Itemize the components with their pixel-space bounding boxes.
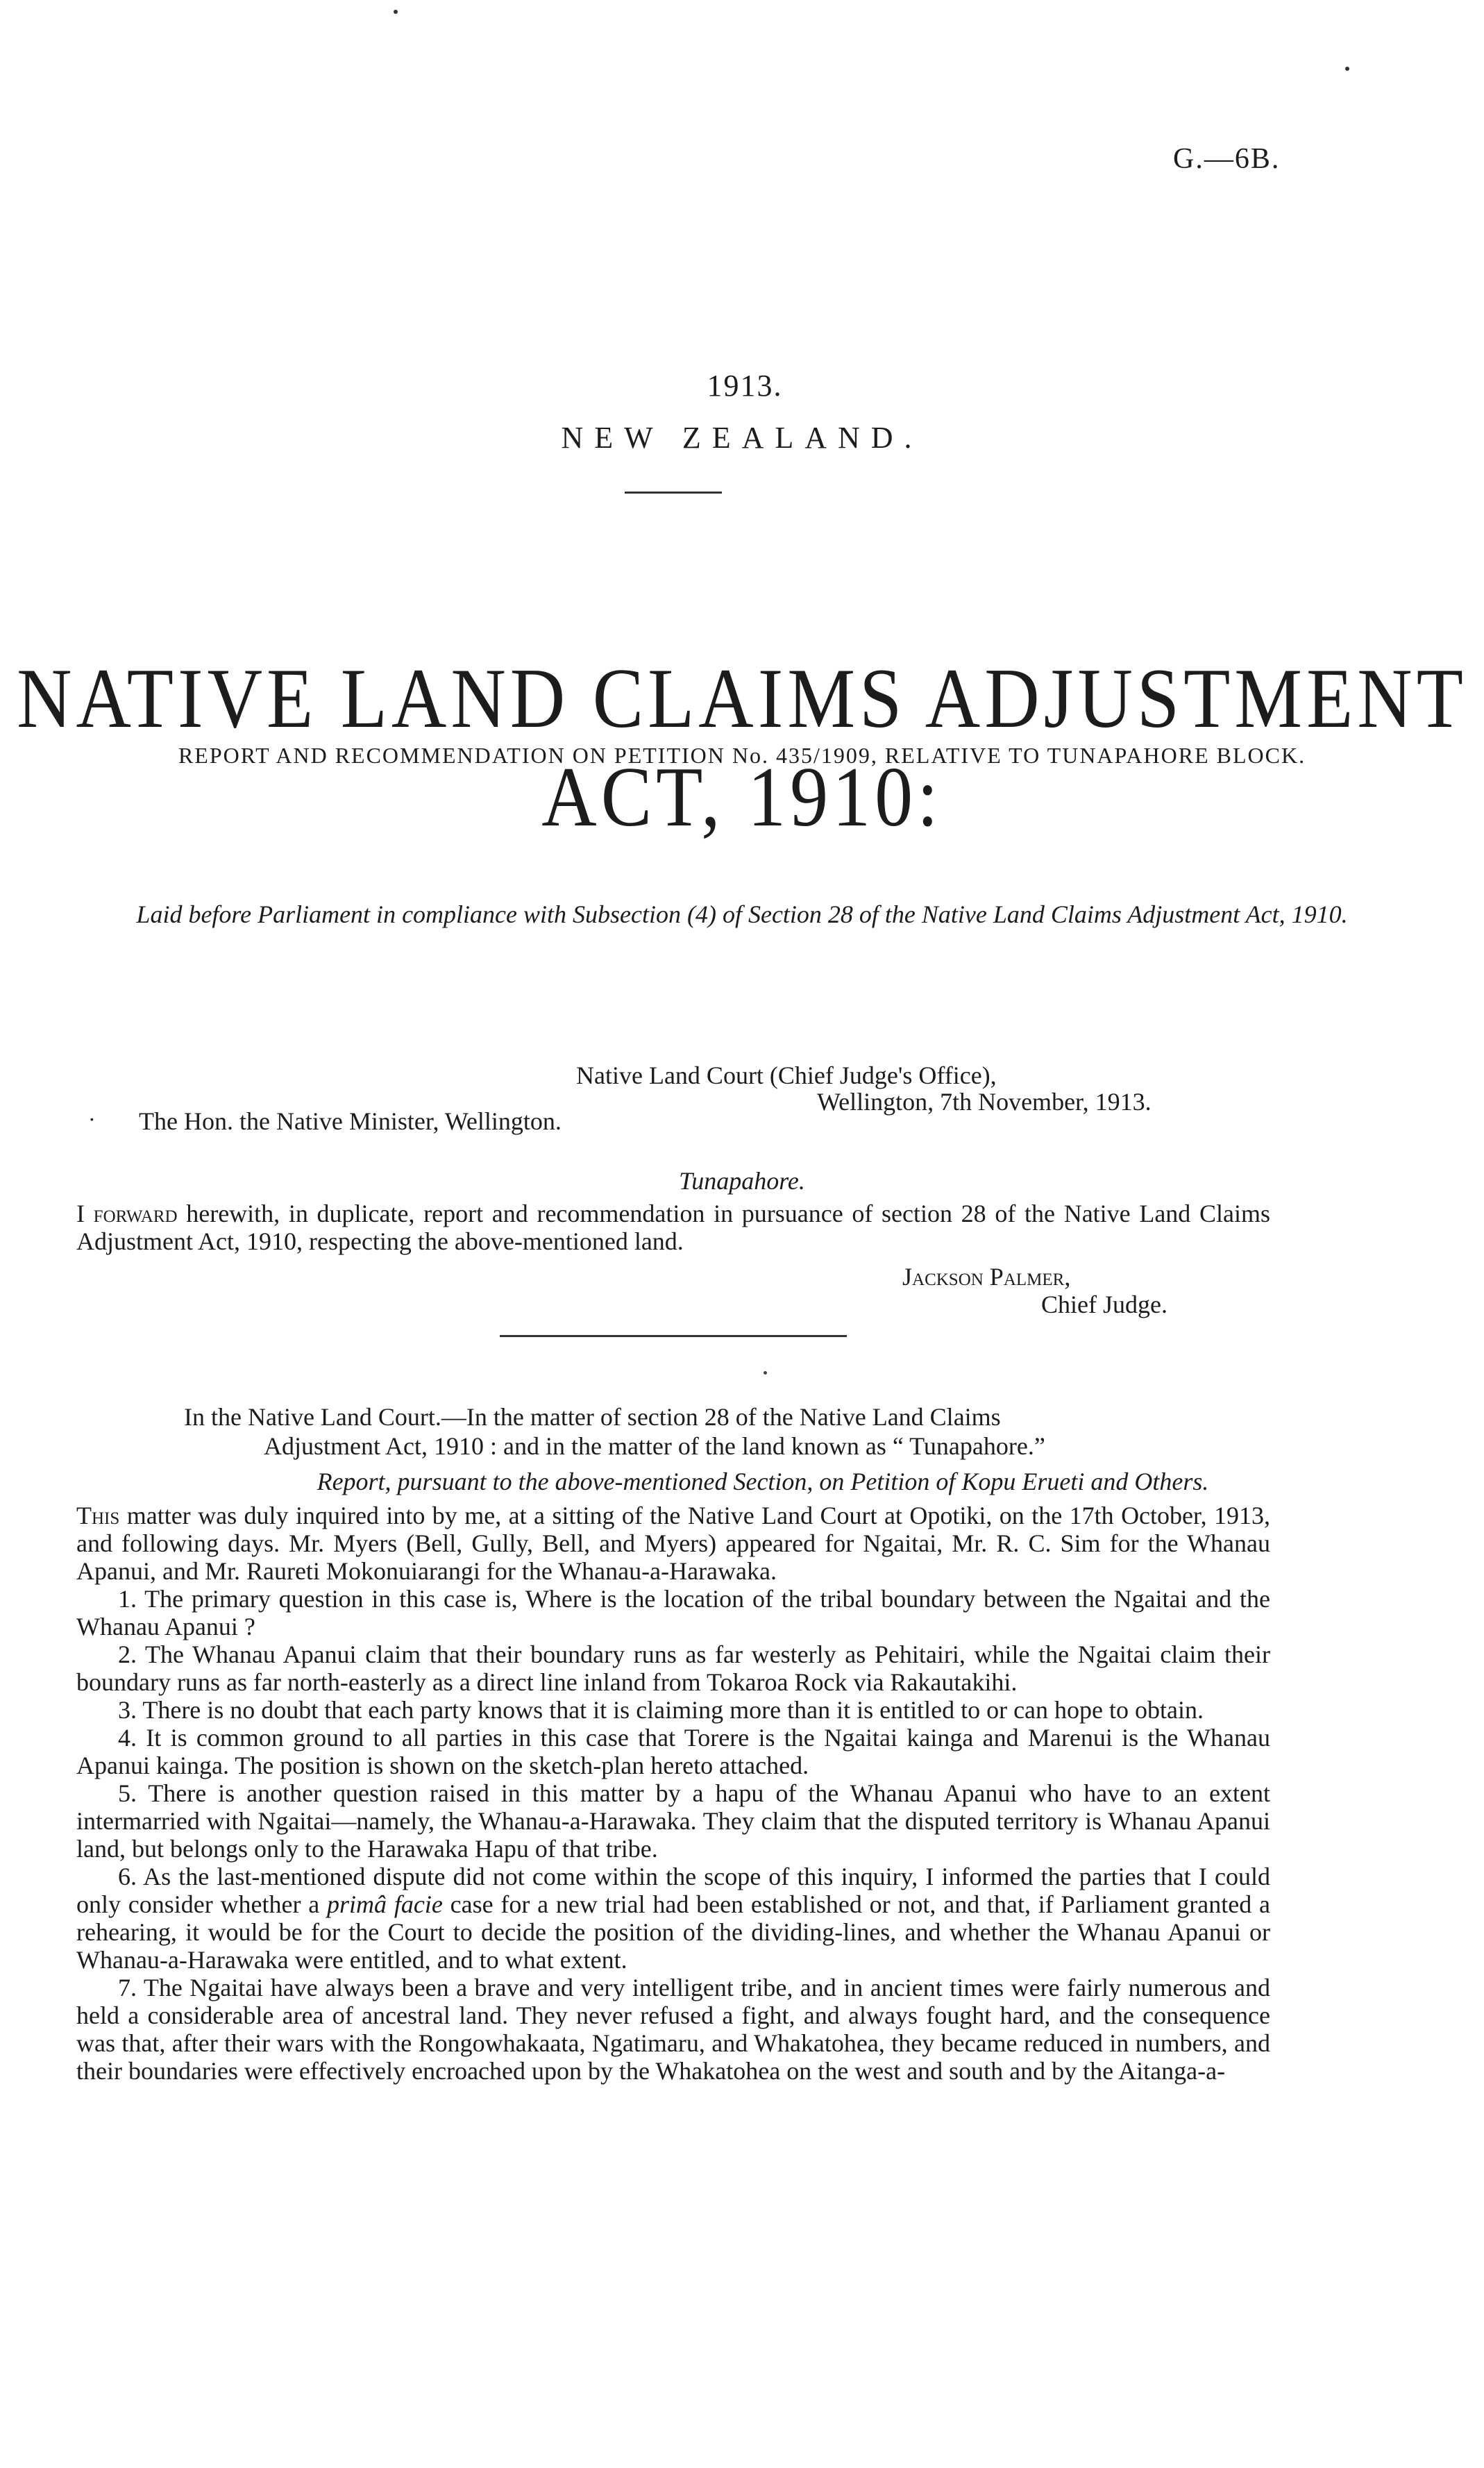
country-heading: NEW ZEALAND.: [561, 421, 923, 455]
divider: [625, 492, 722, 494]
paragraph-4: 4. It is common ground to all parties in this case that Torere is the Ngaitai kainga and Marenui is the Whanau Apanui kainga. The position is shown on the sketch-plan hereto attached.: [76, 1724, 1270, 1779]
paragraph-6: [76, 1863, 1270, 1974]
letter-body: [76, 1200, 1270, 1255]
letter-subject: Tunapahore.: [679, 1167, 805, 1195]
page-title: NATIVE LAND CLAIMS ADJUSTMENT ACT, 1910:: [17, 650, 1467, 845]
print-speck: [1345, 67, 1349, 71]
paragraph-6-part-a: 6. As the last-mentioned dispute did not come within the scope of this inquiry, I informed the parties that I could only consider whether a: [76, 1863, 1270, 1918]
paragraph-5: 5. There is another question raised in this matter by a hapu of the Whanau Apanui who have to an extent intermarried with Ngaitai—namely, the Whanau-a-Harawaka. They claim that the disputed territory is Whanau Apanui land, but belongs only to the Harawaka Hapu of that tribe.: [76, 1779, 1270, 1863]
divider: [500, 1335, 847, 1337]
letter-address-line1: Native Land Court (Chief Judge's Office),: [576, 1061, 997, 1089]
subtitle: REPORT AND RECOMMENDATION ON PETITION No. 435/1909, RELATIVE TO TUNAPAHORE BLOCK.: [178, 743, 1306, 768]
paragraph-6-italic: primâ facie: [327, 1890, 443, 1918]
paragraph-7: 7. The Ngaitai have always been a brave and very intelligent tribe, and in ancient times were fairly numerous and held a considerable area of ancestral land. They never refused a fight, and always fought hard, and the consequence was that, after their wars with the Rongowhakaata, Ngatimaru, and Whakatohea, they became reduced in numbers, and their boundaries were effectively encroached upon by the Whakatohea on the west and south and by the Aitanga-a-: [76, 1974, 1270, 2085]
letter-body-lead: I forward: [76, 1200, 178, 1227]
court-caption-line2: Adjustment Act, 1910 : and in the matter of the land known as “ Tunapahore.”: [264, 1432, 1045, 1460]
signature-name: Jackson Palmer,: [902, 1263, 1071, 1291]
report-intro: [76, 1502, 1270, 1585]
report-heading: Report, pursuant to the above-mentioned Section, on Petition of Kopu Erueti and Others.: [317, 1468, 1209, 1495]
signature-title: Chief Judge.: [1041, 1291, 1167, 1318]
report-intro-lead: This: [76, 1502, 120, 1529]
letter-date-line: Wellington, 7th November, 1913.: [817, 1088, 1152, 1116]
print-speck: [394, 10, 398, 14]
court-caption: [184, 1402, 1277, 1461]
paragraph-1: 1. The primary question in this case is, Where is the location of the tribal boundary between the Ngaitai and the Whanau Apanui ?: [76, 1585, 1270, 1640]
letter-body-text: herewith, in duplicate, report and recommendation in pursuance of section 28 of the Native Land Claims Adjustment Act, 1910, respecting the above-mentioned land.: [76, 1200, 1270, 1255]
report-intro-text: matter was duly inquired into by me, at a sitting of the Native Land Court at Opotiki, on the 17th October, 1913, and following days. Mr. Myers (Bell, Gully, Bell, and Myers) appeared for Ngaitai, Mr. R. C. Sim for the Whanau Apanui, and Mr. Raureti Mokonuiarangi for the Whanau-a-Harawaka.: [76, 1502, 1270, 1585]
court-caption-line1: In the Native Land Court.—In the matter of section 28 of the Native Land Claims: [184, 1403, 1001, 1431]
laid-before-note: Laid before Parliament in compliance with Subsection (4) of Section 28 of the Native Land Claims Adjustment Act, 1910.: [136, 900, 1348, 928]
paper-reference: G.—6B.: [1173, 143, 1281, 175]
paragraph-6-part-b: case for a new trial had been established or not, and that, if Parliament granted a rehearing, it would be for the Court to decide the position of the dividing-lines, and whether the Whanau Apanui or Whanau-a-Harawaka were entitled, and to what extent.: [76, 1890, 1270, 1974]
report-body: [76, 1502, 1270, 2085]
paragraph-2: 2. The Whanau Apanui claim that their boundary runs as far westerly as Pehitairi, while the Ngaitai claim their boundary runs as far north-easterly as a direct line inland from Tokaroa Rock via Rakautakihi.: [76, 1640, 1270, 1696]
letter-recipient: The Hon. the Native Minister, Wellington.: [139, 1107, 562, 1135]
paragraph-3: 3. There is no doubt that each party knows that it is claiming more than it is entitled to or can hope to obtain.: [118, 1696, 1204, 1724]
bullet-mark: ·: [88, 1107, 96, 1132]
print-speck: [764, 1371, 767, 1375]
year: 1913.: [707, 369, 783, 403]
